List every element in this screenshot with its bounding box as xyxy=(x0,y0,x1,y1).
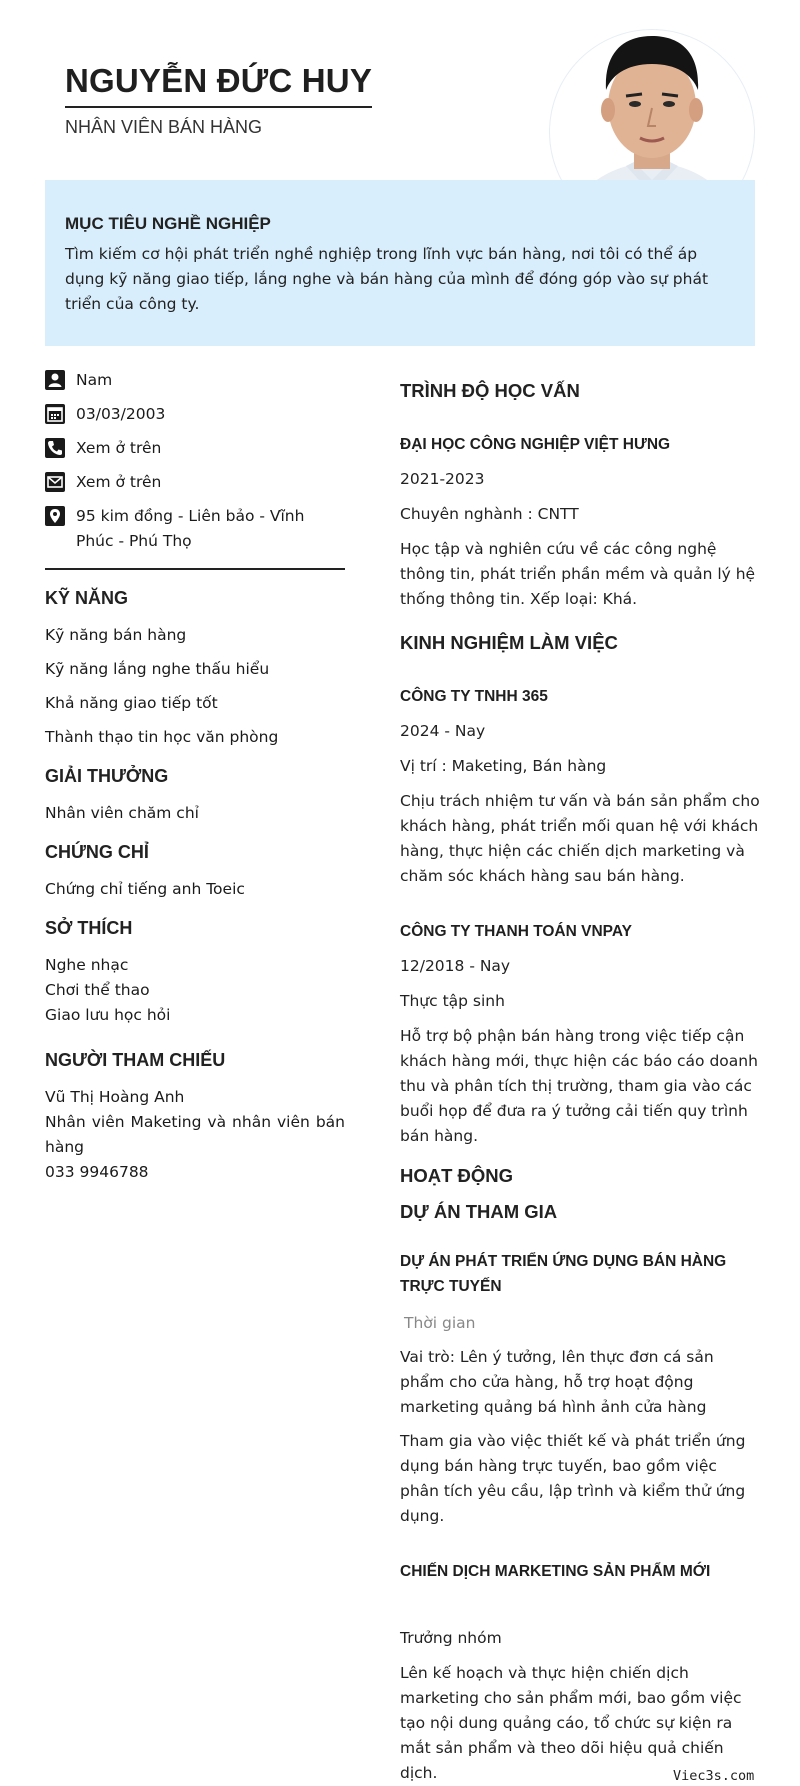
contact-phone xyxy=(45,436,345,461)
reference-role: Nhân viên Maketing và nhân viên bán hàng xyxy=(45,1113,345,1156)
project-entry xyxy=(400,1249,760,1529)
resume-header xyxy=(65,62,372,138)
skills-title: KỸ NĂNG xyxy=(45,588,129,608)
job-role: Vị trí : Maketing, Bán hàng xyxy=(400,757,607,775)
contact-gender xyxy=(45,368,345,393)
reference-phone: 033 9946788 xyxy=(45,1163,149,1181)
watermark-text: Viec3s.com xyxy=(673,1768,755,1784)
project-name: CHIẾN DỊCH MARKETING SẢN PHẨM MỚI xyxy=(400,1563,711,1580)
contact-email xyxy=(45,470,345,495)
job-description: Hỗ trợ bộ phận bán hàng trong việc tiếp cận khách hàng mới, thực hiện các báo cáo doanh thu và phân tích thị trường, tham gia vào các buổi họp để đưa ra ý tưởng cải tiến quy trình bán hàng. xyxy=(400,1027,758,1145)
reference-name: Vũ Thị Hoàng Anh xyxy=(45,1088,185,1106)
reference-section xyxy=(45,1050,345,1185)
education-school: ĐẠI HỌC CÔNG NGHIỆP VIỆT HƯNG xyxy=(400,436,671,453)
job-entry xyxy=(400,919,760,1149)
gender-text: Nam xyxy=(76,371,113,389)
job-description: Chịu trách nhiệm tư vấn và bán sản phẩm cho khách hàng, phát triển mối quan hệ với khách hàng, thực hiện các chiến dịch marketing và chăm sóc khách hàng sau bán hàng. xyxy=(400,792,760,885)
project-entry xyxy=(400,1559,760,1786)
left-column xyxy=(45,368,345,1201)
hobbies-title: SỞ THÍCH xyxy=(45,918,133,938)
hobby-item: Giao lưu học hỏi xyxy=(45,1006,171,1024)
address-text: 95 kim đồng - Liên bảo - Vĩnh Phúc - Phú Thọ xyxy=(76,507,305,550)
contact-birthday xyxy=(45,402,345,427)
candidate-position: NHÂN VIÊN BÁN HÀNG xyxy=(65,117,263,137)
right-column xyxy=(400,380,760,1786)
skill-item: Thành thạo tin học văn phòng xyxy=(45,728,279,746)
job-period: 12/2018 - Nay xyxy=(400,957,511,975)
awards-title: GIẢI THƯỞNG xyxy=(45,766,169,786)
job-company: CÔNG TY TNHH 365 xyxy=(400,688,548,705)
skill-item: Kỹ năng bán hàng xyxy=(45,626,187,644)
user-icon xyxy=(45,370,65,390)
activities-title: HOẠT ĐỘNG xyxy=(400,1165,514,1186)
certificate-item: Chứng chỉ tiếng anh Toeic xyxy=(45,880,245,898)
reference-title: NGƯỜI THAM CHIẾU xyxy=(45,1050,226,1070)
project-role: Trưởng nhóm xyxy=(400,1629,502,1647)
education-major: Chuyên nghành : CNTT xyxy=(400,505,579,523)
projects-title: DỰ ÁN THAM GIA xyxy=(400,1201,558,1222)
contact-address xyxy=(45,504,345,554)
project-description: Tham gia vào việc thiết kế và phát triển ứng dụng bán hàng trực tuyến, bao gồm việc phân tích yêu cầu, lập trình và kiểm thử ứng dụng. xyxy=(400,1432,746,1525)
job-role: Thực tập sinh xyxy=(400,992,505,1010)
email-text: Xem ở trên xyxy=(76,473,162,491)
phone-icon xyxy=(45,438,65,458)
job-company: CÔNG TY THANH TOÁN VNPAY xyxy=(400,923,632,940)
skills-section xyxy=(45,588,345,750)
job-period: 2024 - Nay xyxy=(400,722,486,740)
skill-item: Kỹ năng lắng nghe thấu hiểu xyxy=(45,660,270,678)
hobbies-section xyxy=(45,918,345,1028)
certificates-title: CHỨNG CHỈ xyxy=(45,842,149,862)
job-entry xyxy=(400,684,760,889)
project-time: Thời gian xyxy=(404,1314,476,1332)
project-role: Vai trò: Lên ý tưởng, lên thực đơn cá sản phẩm cho cửa hàng, hỗ trợ hoạt động marketing quảng bá hình ảnh cửa hàng xyxy=(400,1348,714,1416)
project-name: DỰ ÁN PHÁT TRIỂN ỨNG DỤNG BÁN HÀNG TRỰC TUYẾN xyxy=(400,1253,727,1295)
project-description: Lên kế hoạch và thực hiện chiến dịch marketing cho sản phẩm mới, bao gồm việc tạo nội dung quảng cáo, tổ chức sự kiện ra mắt sản phẩm và theo dõi hiệu quả chiến dịch. xyxy=(400,1664,742,1782)
education-title: TRÌNH ĐỘ HỌC VẤN xyxy=(400,380,580,401)
experience-title: KINH NGHIỆM LÀM VIỆC xyxy=(400,632,618,653)
mail-icon xyxy=(45,472,65,492)
hobby-item: Nghe nhạc xyxy=(45,956,129,974)
calendar-icon xyxy=(45,404,65,424)
birthday-text: 03/03/2003 xyxy=(76,405,166,423)
contact-divider xyxy=(45,568,345,570)
phone-text: Xem ở trên xyxy=(76,439,162,457)
education-period: 2021-2023 xyxy=(400,470,485,488)
education-description: Học tập và nghiên cứu về các công nghệ thông tin, phát triển phần mềm và quản lý hệ thống thông tin. Xếp loại: Khá. xyxy=(400,540,756,608)
hobby-item: Chơi thể thao xyxy=(45,981,150,999)
candidate-name: NGUYỄN ĐỨC HUY xyxy=(65,62,372,108)
location-icon xyxy=(45,506,65,526)
certificates-section xyxy=(45,842,345,902)
objective-text: Tìm kiếm cơ hội phát triển nghề nghiệp trong lĩnh vực bán hàng, nơi tôi có thể áp dụng kỹ năng giao tiếp, lắng nghe và bán hàng của mình để đóng góp vào sự phát triển của công ty. xyxy=(65,245,709,313)
award-item: Nhân viên chăm chỉ xyxy=(45,804,199,822)
career-objective-section xyxy=(45,180,755,346)
skill-item: Khả năng giao tiếp tốt xyxy=(45,694,218,712)
awards-section xyxy=(45,766,345,826)
objective-title: MỤC TIÊU NGHỀ NGHIỆP xyxy=(65,214,271,233)
contact-list xyxy=(45,368,345,554)
